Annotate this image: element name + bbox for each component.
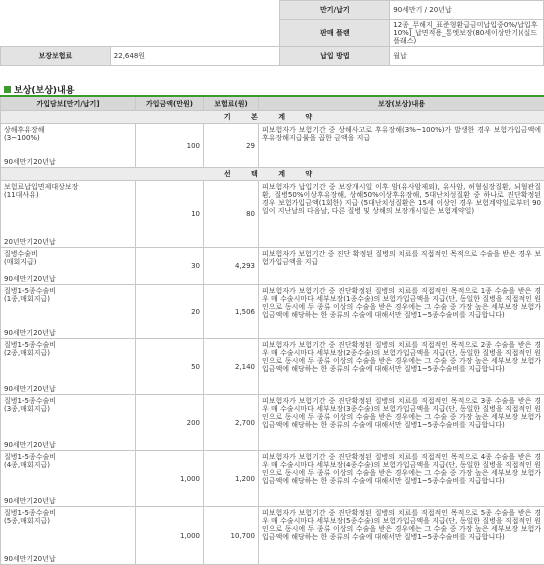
coverage-amount: 30 — [136, 248, 204, 285]
coverage-name: 질병1-5종수술비 (4종,매회지급) — [4, 453, 57, 469]
coverage-name-cell — [1, 507, 136, 565]
coverage-premium: 4,293 — [204, 248, 259, 285]
coverage-premium: 1,200 — [204, 451, 259, 507]
coverage-premium: 2,140 — [204, 339, 259, 395]
coverage-name-cell — [1, 339, 136, 395]
header-amount: 가입금액(만원) — [136, 96, 204, 111]
plan-value: 12종_무해지_표준형환급금미납입중0%/납입후10%]_납면적용_통엣보장(80세이상만기)(실드플래스) — [390, 20, 544, 47]
coverage-premium: 29 — [204, 124, 259, 168]
coverage-term: 90세만기20년납 — [4, 385, 56, 393]
coverage-term: 90세만기20년납 — [4, 329, 56, 337]
section-marker-icon — [4, 86, 11, 93]
coverage-premium: 2,700 — [204, 395, 259, 451]
coverage-row — [1, 124, 544, 168]
coverage-premium: 10,700 — [204, 507, 259, 565]
coverage-amount: 10 — [136, 181, 204, 248]
coverage-term: 90세만기20년납 — [4, 441, 56, 449]
coverage-amount: 1,000 — [136, 451, 204, 507]
plan-label: 판매 플랜 — [280, 20, 390, 47]
coverage-row — [1, 248, 544, 285]
summary-row-premium — [1, 47, 544, 66]
coverage-row — [1, 285, 544, 339]
optional-contract-row — [1, 168, 544, 181]
coverage-name-cell — [1, 124, 136, 168]
optional-contract-row-label: 선 택 계 약 — [1, 168, 544, 181]
coverage-term: 20년만기20년납 — [4, 238, 56, 246]
coverage-premium: 1,506 — [204, 285, 259, 339]
coverage-name: 질병1-5종수술비 (5종,매회지급) — [4, 509, 57, 525]
coverage-description: 피보험자가 보험기간 중 진단확정된 질병의 치료를 직접적인 목적으로 4종 수술을 받은 경우 매 수술시마다 세부보장(4종수술)의 보험가입금액을 지급(단, 동일한 질병을 직접적인 원인으로 동시에 두 종류 이상의 수술을 받은 경우에는 그 수술 중 가장 높은 세부보장 보험가입금액에 해당하는 한 종류의 수술에 대해서만 질병1~5종수술비를 지급합니다) — [259, 451, 544, 507]
basic-contract-row — [1, 111, 544, 124]
coverage-name: 질병1-5종수술비 (2종,매회지급) — [4, 341, 57, 357]
pay-method-value: 월납 — [390, 47, 544, 66]
coverage-row — [1, 181, 544, 248]
coverage-description: 피보험자가 보험기간 중 진단 확정된 질병의 치료를 직접적인 목적으로 수술을 받은 경우 보험가입금액을 지급 — [259, 248, 544, 285]
coverage-name: 질병수술비 (매회지급) — [4, 250, 38, 266]
coverage-name: 질병1-5종수술비 (1종,매회지급) — [4, 287, 57, 303]
coverage-name: 질병1-5종수술비 (3종,매회지급) — [4, 397, 57, 413]
coverage-row — [1, 451, 544, 507]
header-coverage: 가입담보[만기/납기] — [1, 96, 136, 111]
period-label: 만기/납기 — [280, 1, 390, 20]
coverage-term: 90세만기20년납 — [4, 555, 56, 563]
section-title: 보상(보상)내용 — [14, 85, 75, 96]
coverage-header-row — [1, 96, 544, 111]
coverage-description: 피보험자가 보험기간 중 진단확정된 질병의 치료를 직접적인 목적으로 3종 수술을 받은 경우 매 수술시마다 세부보장(3종수술)의 보험가입금액을 지급(단, 동일한 질병을 직접적인 원인으로 동시에 두 종류 이상의 수술을 받은 경우에는 그 수술 중 가장 높은 세부보장 보험가입금액에 해당하는 한 종류의 수술에 대해서만 질병1~5종수술비를 지급합니다) — [259, 395, 544, 451]
pay-method-label: 납입 방법 — [280, 47, 390, 66]
coverage-term: 90세만기20년납 — [4, 275, 56, 283]
summary-row-plan — [1, 20, 544, 47]
coverage-amount: 200 — [136, 395, 204, 451]
coverage-row — [1, 395, 544, 451]
coverage-description: 피보험자가 보험기간 중 진단확정된 질병의 치료를 직접적인 목적으로 5종 수술을 받은 경우 매 수술시마다 세부보장(5종수술)의 보험가입금액을 지급(단, 동일한 질병을 직접적인 원인으로 동시에 두 종류 이상의 수술을 받은 경우에는 그 수술 중 가장 높은 세부보장 보험가입금액에 해당하는 한 종류의 수술에 대해서만 질병1~5종수술비를 지급합니다) — [259, 507, 544, 565]
coverage-premium: 80 — [204, 181, 259, 248]
period-value: 90세만기 / 20년납 — [390, 1, 544, 20]
coverage-name-cell — [1, 395, 136, 451]
coverage-amount: 50 — [136, 339, 204, 395]
coverage-amount: 20 — [136, 285, 204, 339]
coverage-name-cell — [1, 248, 136, 285]
coverage-term: 90세만기20년납 — [4, 497, 56, 505]
header-description: 보장(보상)내용 — [259, 96, 544, 111]
coverage-description: 피보험자가 보험기간 중 진단확정된 질병의 치료를 직접적인 목적으로 1종 수술을 받은 경우 매 수술시마다 세부보장(1종수술)의 보험가입금액을 지급(단, 동일한 질병을 직접적인 원인으로 동시에 두 종류 이상의 수술을 받은 경우에는 그 수술 중 가장 높은 세부보장 보험가입금액에 해당하는 한 종류의 수술에 대해서만 질병1~5종수술비를 지급합니다) — [259, 285, 544, 339]
coverage-name-cell — [1, 285, 136, 339]
coverage-description: 피보험자가 보험기간 중 진단확정된 질병의 치료를 직접적인 목적으로 2종 수술을 받은 경우 매 수술시마다 세부보장(2종수술)의 보험가입금액을 지급(단, 동일한 질병을 직접적인 원인으로 동시에 두 종류 이상의 수술을 받은 경우에는 그 수술 중 가장 높은 세부보장 보험가입금액에 해당하는 한 종류의 수술에 대해서만 질병1~5종수술비를 지급합니다) — [259, 339, 544, 395]
premium-label: 보장보험료 — [1, 47, 111, 66]
coverage-name: 보험료납입면제대상보장 (11대사유) — [4, 183, 79, 199]
header-premium: 보험료(원) — [204, 96, 259, 111]
summary-row-period — [1, 1, 544, 20]
coverage-amount: 1,000 — [136, 507, 204, 565]
coverage-amount: 100 — [136, 124, 204, 168]
basic-contract-row-label: 기 본 계 약 — [1, 111, 544, 124]
coverage-table — [0, 95, 544, 565]
coverage-name: 상해후유장해 (3~100%) — [4, 126, 45, 142]
section-heading — [4, 83, 74, 95]
coverage-name-cell — [1, 181, 136, 248]
coverage-row — [1, 507, 544, 565]
coverage-term: 90세만기20년납 — [4, 158, 56, 166]
coverage-name-cell — [1, 451, 136, 507]
premium-value: 22,648원 — [110, 47, 280, 66]
coverage-row — [1, 339, 544, 395]
coverage-description: 피보험자가 보험기간 중 상해사고로 후유장해(3%~100%)가 발생한 경우 보험가입금액에 후유장해지급률을 곱한 금액을 지급 — [259, 124, 544, 168]
coverage-description: 피보험자가 납입기간 중 보장개시일 이후 암(유사암제외), 유사암, 허혈심장질환, 뇌혈관질환, 질병50%이상후유장해, 상해50%이상후유장해, 5대난치성질환 중 하나로 진단확정된 경우 보험가입금액(1회한) 지급 (5대난치성질환은 15세 이상인 경우 보험계약일로부터 90일이 지난날의 다음날, 다른 질병 및 상해의 보장개시일은 보험계약일) — [259, 181, 544, 248]
summary-table — [0, 0, 544, 66]
